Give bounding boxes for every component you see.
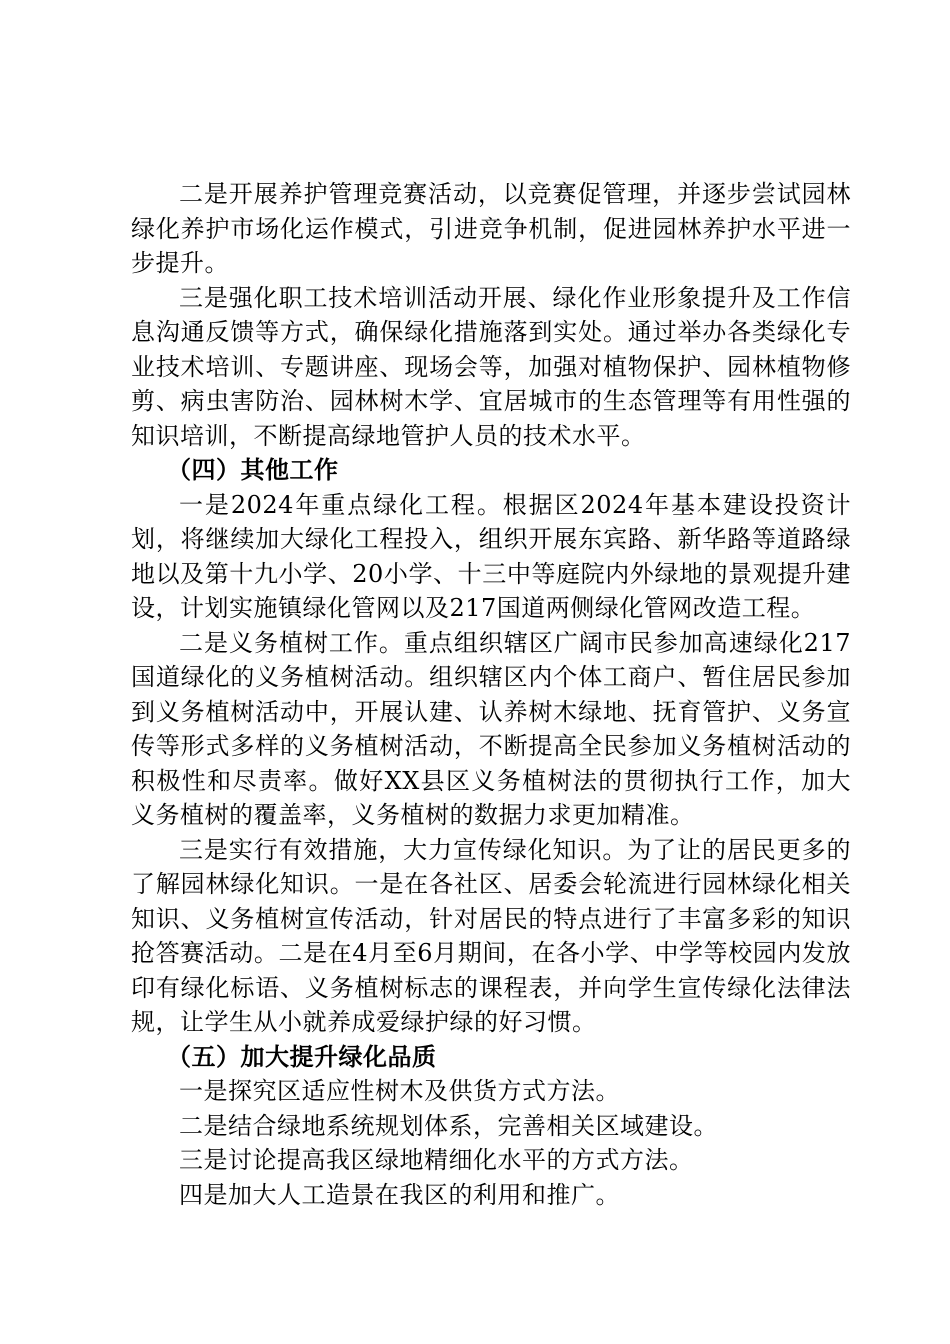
- paragraph-staff-training: 三是强化职工技术培训活动开展、绿化作业形象提升及工作信息沟通反馈等方式，确保绿化措施落到实处。通过举办各类绿化专业技术培训、专题讲座、现场会等，加强对植物保护、园林植物修剪、病虫害防治、园林树木学、宜居城市的生态管理等有用性强的知识培训，不断提高绿地管护人员的技术水平。: [131, 283, 851, 450]
- section-heading-other-work: （四）其他工作: [167, 456, 339, 484]
- paragraph-key-greening-project: 一是2024年重点绿化工程。根据区2024年基本建设投资计划，将继续加大绿化工程投入，组织开展东宾路、新华路等道路绿地以及第十九小学、20小学、十三中等庭院内外绿地的景观提升建设，计划实施镇绿化管网以及217国道两侧绿化管网改造工程。: [131, 490, 851, 622]
- paragraph-maintenance-competition: 二是开展养护管理竞赛活动，以竞赛促管理，并逐步尝试园林绿化养护市场化运作模式，引进竞争机制，促进园林养护水平进一步提升。: [131, 180, 851, 277]
- paragraph-quality-item-2: 二是结合绿地系统规划体系，完善相关区域建设。: [179, 1111, 718, 1140]
- paragraph-voluntary-tree-planting: 二是义务植树工作。重点组织辖区广阔市民参加高速绿化217国道绿化的义务植树活动。组织辖区内个体工商户、暂住居民参加到义务植树活动中，开展认建、认养树木绿地、抚育管护、义务宣传等形式多样的义务植树活动，不断提高全民参加义务植树活动的积极性和尽责率。做好XX县区义务植树法的贯彻执行工作，加大义务植树的覆盖率，义务植树的数据力求更加精准。: [131, 628, 851, 829]
- section-heading-greening-quality: （五）加大提升绿化品质: [167, 1042, 437, 1071]
- paragraph-quality-item-1: 一是探究区适应性树木及供货方式方法。: [179, 1077, 620, 1105]
- paragraph-quality-item-4: 四是加大人工造景在我区的利用和推广。: [179, 1180, 620, 1209]
- paragraph-greening-publicity: 三是实行有效措施，大力宣传绿化知识。为了让的居民更多的了解园林绿化知识。一是在各社区、居委会轮流进行园林绿化相关知识、义务植树宣传活动，针对居民的特点进行了丰富多彩的知识抢答赛活动。二是在4月至6月期间，在各小学、中学等校园内发放印有绿化标语、义务植树标志的课程表，并向学生宣传绿化法律法规，让学生从小就养成爱绿护绿的好习惯。: [131, 835, 851, 1036]
- paragraph-quality-item-3: 三是讨论提高我区绿地精细化水平的方式方法。: [179, 1146, 694, 1174]
- document-body: [131, 177, 851, 1212]
